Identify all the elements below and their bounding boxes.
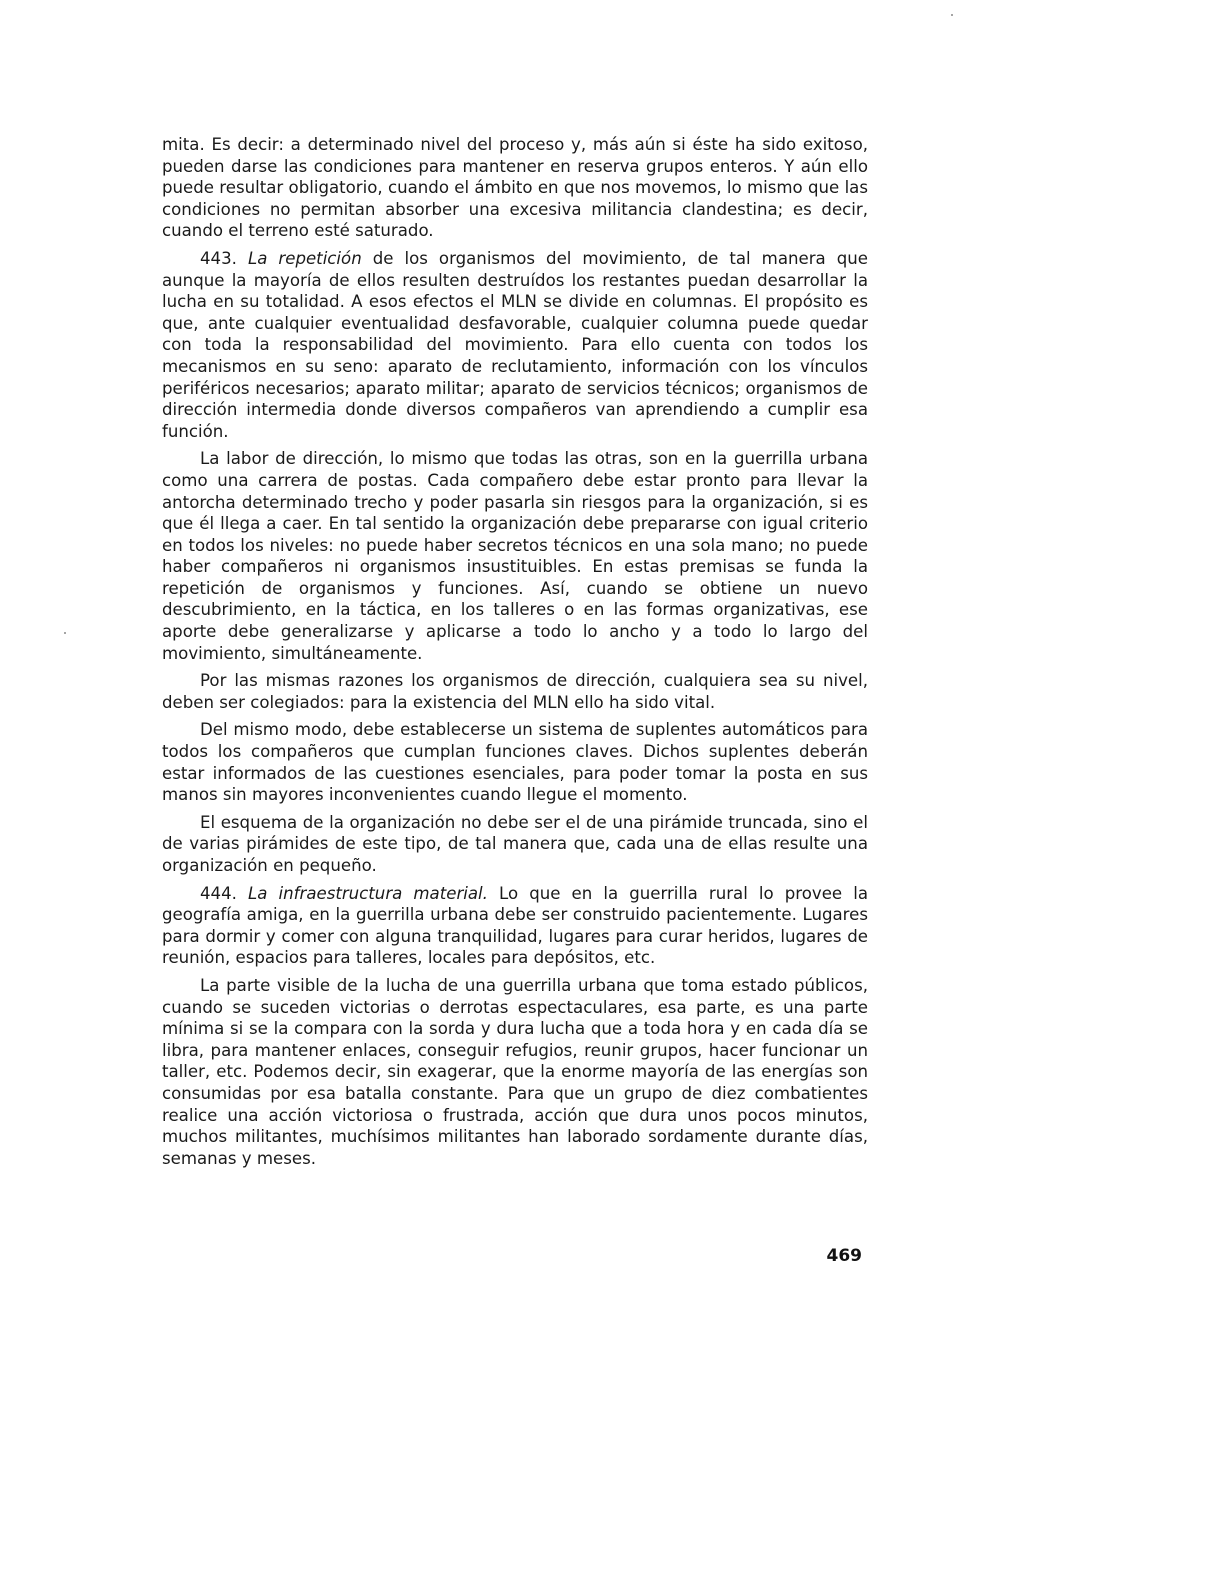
paragraph bbox=[162, 975, 868, 1169]
scan-speck bbox=[951, 14, 953, 16]
paragraph-text: mita. Es decir: a determinado nivel del proceso y, más aún si éste ha sido exitoso, pueden darse las condiciones para mantener en reserva grupos enteros. Y aún ello puede resultar obligatorio, cuando el ámbito en que nos movemos, lo mismo que las condiciones no permitan absorber una excesiva militancia clandestina; es decir, cuando el terreno esté saturado. bbox=[162, 135, 868, 241]
paragraph-text: La labor de dirección, lo mismo que todas las otras, son en la guerrilla urbana como una carrera de postas. Cada compañero debe estar pronto para llevar la antorcha determinado trecho y poder pasarla sin riesgos para la organización, si es que él llega a caer. En tal sentido la organización debe prepararse con igual criterio en todos los niveles: no puede haber secretos técnicos en una sola mano; no puede haber compañeros ni organismos insustituibles. En estas premisas se funda la repetición de organismos y funciones. Así, cuando se obtiene un nuevo descubrimiento, en la táctica, en los talleres o en las formas organizativas, ese aporte debe generalizarse y aplicarse a todo lo ancho y a todo lo largo del movimiento, simultáneamente. bbox=[162, 449, 868, 663]
paragraph bbox=[162, 448, 868, 664]
paragraph-text: Lo que en la guerrilla rural lo provee la geografía amiga, en la guerrilla urbana debe ser construido pacientemente. Lugares para dormir y comer con alguna tranquilidad, lugares para curar heridos, lugares de reunión, espacios para talleres, locales para depósitos, etc. bbox=[162, 883, 868, 968]
section-443 bbox=[162, 248, 868, 442]
page-number: 469 bbox=[826, 1246, 862, 1266]
section-heading: La infraestructura material. bbox=[248, 883, 488, 903]
paragraph-text: de los organismos del movimiento, de tal manera que aunque la mayoría de ellos resulten destruídos los restantes puedan desarrollar la lucha en su totalidad. A esos efectos el MLN se divide en columnas. El propósito es que, ante cualquier eventualidad desfavorable, cualquier columna puede quedar con toda la responsabilidad del movimiento. Para ello cuenta con todos los mecanismos en su seno: aparato de reclutamiento, información con los vínculos periféricos necesarios; aparato militar; aparato de servicios técnicos; organismos de dirección intermedia donde diversos compañeros van aprendiendo a cumplir esa función. bbox=[162, 248, 869, 441]
section-heading: La repetición bbox=[247, 248, 362, 268]
paragraph-text: Del mismo modo, debe establecerse un sistema de suplentes automáticos para todos los compañeros que cumplan funciones claves. Dichos suplentes deberán estar informados de las cuestiones esenciales, para poder tomar la posta en sus manos sin mayores inconvenientes cuando llegue el momento. bbox=[162, 720, 868, 805]
section-number: 444. bbox=[200, 883, 237, 903]
paragraph-text: El esquema de la organización no debe ser el de una pirámide truncada, sino el de varias pirámides de este tipo, de tal manera que, cada una de ellas resulte una organización en pequeño. bbox=[162, 812, 868, 875]
paragraph-text: Por las mismas razones los organismos de dirección, cualquiera sea su nivel, deben ser colegiados: para la existencia del MLN ello ha sido vital. bbox=[162, 671, 868, 712]
body-text bbox=[162, 134, 868, 1169]
scan-speck bbox=[64, 632, 66, 634]
paragraph-text: La parte visible de la lucha de una guerrilla urbana que toma estado públicos, cuando se suceden victorias o derrotas espectaculares, esa parte, es una parte mínima si se la compara con la sorda y dura lucha que a toda hora y en cada día se libra, para mantener enlaces, conseguir refugios, reunir grupos, hacer funcionar un taller, etc. Podemos decir, sin exagerar, que la enorme mayoría de las energías son consumidas por esa batalla constante. Para que un grupo de diez combatientes realice una acción victoriosa o frustrada, acción que dura unos pocos minutos, muchos militantes, muchísimos militantes han laborado sordamente durante días, semanas y meses. bbox=[162, 975, 868, 1168]
paragraph bbox=[162, 719, 868, 805]
paragraph bbox=[162, 670, 868, 713]
section-444 bbox=[162, 883, 868, 969]
paragraph-continuation bbox=[162, 134, 868, 242]
paragraph bbox=[162, 812, 868, 877]
section-number: 443. bbox=[200, 248, 237, 268]
